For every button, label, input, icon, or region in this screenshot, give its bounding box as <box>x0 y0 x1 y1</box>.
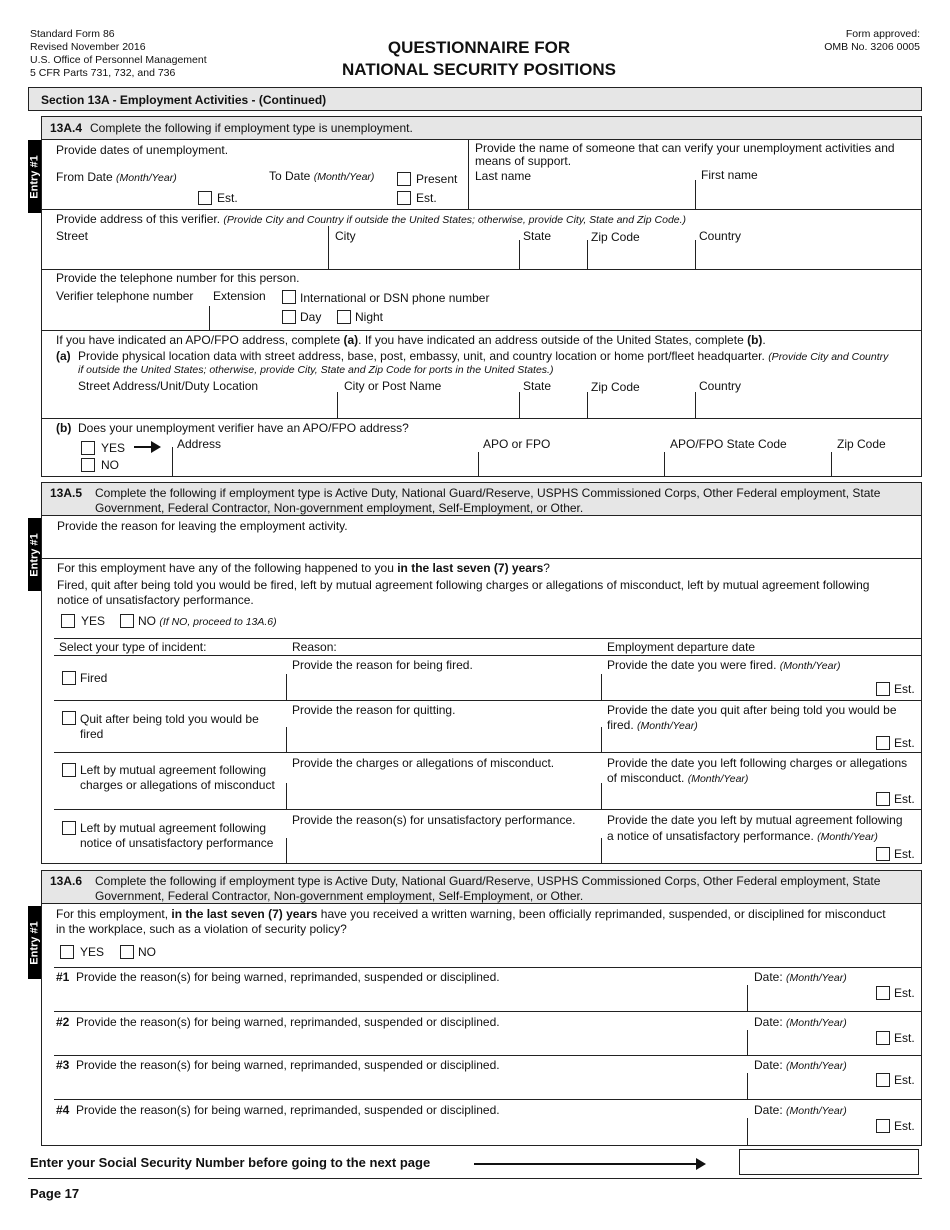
street-field[interactable]: Street <box>56 229 89 243</box>
performance-date-field[interactable]: Provide the date you left by mutual agreement following <box>607 813 903 827</box>
incident-column-header: Select your type of incident: <box>59 640 207 654</box>
apo-yes-checkbox[interactable] <box>81 441 95 455</box>
present-checkbox[interactable] <box>397 172 411 186</box>
to-est-checkbox[interactable] <box>397 191 411 205</box>
discipline-question: For this employment, in the last seven (7) years have you received a written warning, been officially reprimanded, suspended, or disciplined for misconduct <box>56 907 886 921</box>
form-agency: U.S. Office of Personnel Management <box>30 54 207 66</box>
subsection-13a5-header: 13A.5 Complete the following if employment type is Active Duty, National Guard/Reserve, USPHS Commissioned Corps, Other Federal employment, State Government, Federal Contractor, Non-government employment, Self-Employment, or Other. <box>41 482 922 516</box>
first-name-label[interactable]: First name <box>701 168 758 182</box>
discipline-yes-checkbox[interactable] <box>60 945 74 959</box>
seven-year-question: For this employment have any of the following happened to you in the last seven (7) years? <box>57 561 550 575</box>
form-revision: Revised November 2016 <box>30 41 146 53</box>
discipline-reason-field[interactable]: Provide the reason(s) for being warned, reprimanded, suspended or disciplined. <box>76 1058 500 1072</box>
entry-tab: Entry #1 <box>28 140 41 213</box>
discipline-no-checkbox[interactable] <box>120 945 134 959</box>
last-name-label[interactable]: Last name <box>475 169 532 183</box>
subsection-13a6-header: 13A.6 Complete the following if employment type is Active Duty, National Guard/Reserve, USPHS Commissioned Corps, Other Federal employment, State Government, Federal Contractor, Non-government employment, Self-Employment, or Other. <box>41 870 922 904</box>
night-checkbox[interactable] <box>337 310 351 324</box>
city-post-field[interactable]: City or Post Name <box>344 379 442 393</box>
performance-est-checkbox[interactable] <box>876 847 890 861</box>
form-cfr: 5 CFR Parts 731, 732, and 736 <box>30 67 176 79</box>
entry-tab: Entry #1 <box>28 518 41 591</box>
omb-approval: Form approved: OMB No. 3206 0005 <box>824 28 920 53</box>
quit-checkbox[interactable] <box>62 711 76 725</box>
apo-country-field[interactable]: Country <box>699 379 742 393</box>
extension-field[interactable]: Extension <box>213 289 266 303</box>
verifier-prompt: Provide the name of someone that can verify your unemployment activities and means of support. <box>475 141 895 168</box>
discipline-date-field[interactable]: Date: (Month/Year) <box>754 1058 847 1072</box>
apo-zip-code-field[interactable]: Zip Code <box>837 437 886 451</box>
discipline-est-checkbox[interactable] <box>876 1031 890 1045</box>
discipline-reason-field[interactable]: Provide the reason(s) for being warned, reprimanded, suspended or disciplined. <box>76 970 500 984</box>
misconduct-est-checkbox[interactable] <box>876 792 890 806</box>
misconduct-checkbox[interactable] <box>62 763 76 777</box>
discipline-date-field[interactable]: Date: (Month/Year) <box>754 1103 847 1117</box>
arrow-right-icon <box>474 1157 706 1171</box>
zip-field[interactable]: Zip Code <box>591 230 640 244</box>
quit-est-checkbox[interactable] <box>876 736 890 750</box>
ssn-input[interactable] <box>739 1149 919 1175</box>
form-number: Standard Form 86 <box>30 28 115 40</box>
performance-checkbox[interactable] <box>62 821 76 835</box>
fired-date-field[interactable]: Provide the date you were fired. (Month/Year) <box>607 658 841 672</box>
street-unit-field[interactable]: Street Address/Unit/Duty Location <box>78 379 259 393</box>
to-date-label: To Date (Month/Year) <box>269 169 375 183</box>
phone-prompt: Provide the telephone number for this person. <box>56 271 300 285</box>
section-13a-header <box>28 87 922 111</box>
discipline-est-checkbox[interactable] <box>876 1119 890 1133</box>
incident-yes-checkbox[interactable] <box>61 614 75 628</box>
day-checkbox[interactable] <box>282 310 296 324</box>
subsection-13a4-header: 13A.4 Complete the following if employment type is unemployment. <box>41 116 922 140</box>
leaving-reason-field[interactable]: Provide the reason for leaving the employment activity. <box>57 519 348 533</box>
discipline-date-field[interactable]: Date: (Month/Year) <box>754 970 847 984</box>
address-prompt: Provide address of this verifier. (Provide City and Country if outside the United States; otherwise, provide City, State and Zip Code.) <box>56 212 687 226</box>
apo-a-text: Provide physical location data with street address, base, post, embassy, unit, and country location or home port/fleet headquarter. (Provide City and Country <box>78 349 889 363</box>
misconduct-reason-field[interactable]: Provide the charges or allegations of misconduct. <box>292 756 555 770</box>
reason-column-header: Reason: <box>292 640 337 654</box>
intl-phone-checkbox[interactable] <box>282 290 296 304</box>
fired-reason-field[interactable]: Provide the reason for being fired. <box>292 658 473 672</box>
date-column-header: Employment departure date <box>607 640 756 654</box>
fired-checkbox[interactable] <box>62 671 76 685</box>
discipline-date-field[interactable]: Date: (Month/Year) <box>754 1015 847 1029</box>
performance-reason-field[interactable]: Provide the reason(s) for unsatisfactory performance. <box>292 813 576 827</box>
ssn-prompt: Enter your Social Security Number before going to the next page <box>30 1155 431 1170</box>
from-est-checkbox[interactable] <box>198 191 212 205</box>
discipline-reason-field[interactable]: Provide the reason(s) for being warned, reprimanded, suspended or disciplined. <box>76 1015 500 1029</box>
apo-zip-field[interactable]: Zip Code <box>591 380 640 394</box>
page-title: QUESTIONNAIRE FOR NATIONAL SECURITY POSITIONS <box>342 38 616 79</box>
apo-no-checkbox[interactable] <box>81 458 95 472</box>
quit-reason-field[interactable]: Provide the reason for quitting. <box>292 703 456 717</box>
quit-date-field[interactable]: Provide the date you quit after being told you would be <box>607 703 897 717</box>
section-title: Section 13A - Employment Activities - (Continued) <box>41 93 327 107</box>
apo-state-code-field[interactable]: APO/FPO State Code <box>670 437 787 451</box>
apo-state-field[interactable]: State <box>523 379 552 393</box>
apo-instructions: If you have indicated an APO/FPO address, complete (a). If you have indicated an address outside of the United States, complete (b). <box>56 333 766 347</box>
entry-tab: Entry #1 <box>28 906 41 979</box>
apo-address-field[interactable]: Address <box>177 437 222 451</box>
state-field[interactable]: State <box>523 229 552 243</box>
discipline-est-checkbox[interactable] <box>876 1073 890 1087</box>
incident-no-checkbox[interactable] <box>120 614 134 628</box>
from-date-label: From Date (Month/Year) <box>56 170 177 184</box>
apo-b-question: Does your unemployment verifier have an APO/FPO address? <box>78 421 409 435</box>
arrow-right-icon <box>134 440 161 454</box>
misconduct-date-field[interactable]: Provide the date you left following charges or allegations <box>607 756 908 770</box>
discipline-est-checkbox[interactable] <box>876 986 890 1000</box>
discipline-reason-field[interactable]: Provide the reason(s) for being warned, reprimanded, suspended or disciplined. <box>76 1103 500 1117</box>
country-field[interactable]: Country <box>699 229 742 243</box>
dates-prompt: Provide dates of unemployment. <box>56 143 229 157</box>
fired-est-checkbox[interactable] <box>876 682 890 696</box>
apo-fpo-field[interactable]: APO or FPO <box>483 437 551 451</box>
verifier-phone-field[interactable]: Verifier telephone number <box>56 289 194 303</box>
city-field[interactable]: City <box>335 229 356 243</box>
page-number: Page 17 <box>30 1186 80 1201</box>
